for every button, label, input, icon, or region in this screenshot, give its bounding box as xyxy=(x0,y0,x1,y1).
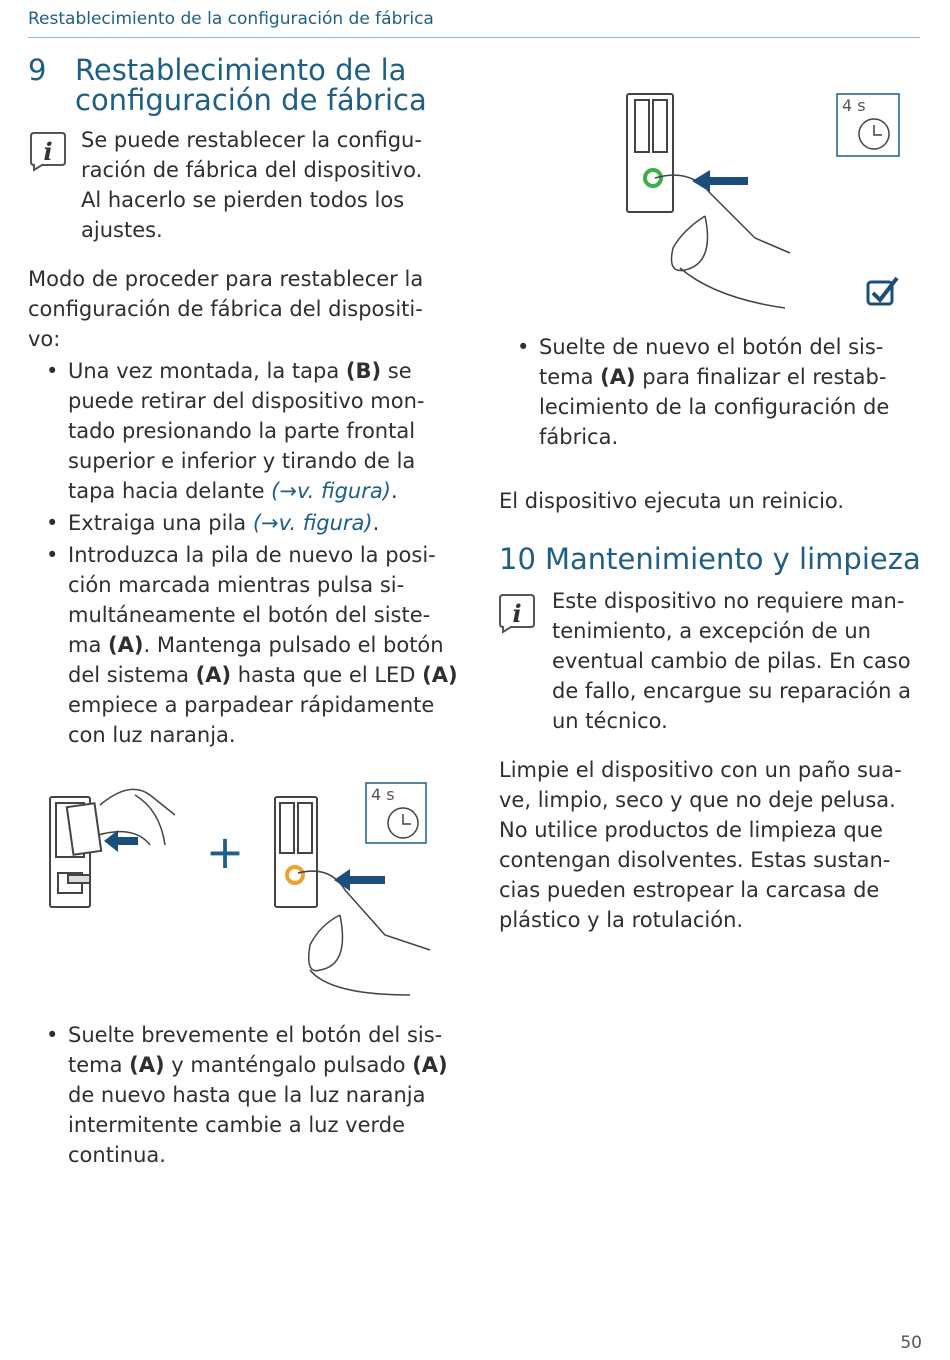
reboot-text: El dispositivo ejecuta un reinicio. xyxy=(499,489,845,513)
svg-text:i: i xyxy=(43,137,53,166)
cleaning-line: plástico y la rotulación. xyxy=(499,908,744,932)
info-note-1 xyxy=(81,125,422,245)
section-9-title-line2: configuración de fábrica xyxy=(75,83,427,117)
arrow-icon xyxy=(692,170,748,192)
timer-box xyxy=(366,783,426,843)
note-line: ración de fábrica del dispositivo. xyxy=(81,158,423,182)
page-number: 50 xyxy=(900,1333,922,1353)
plus-sign: + xyxy=(205,825,245,879)
cleaning-line: contengan disolventes. Estas sustan- xyxy=(499,848,891,872)
intro-line: vo: xyxy=(28,327,61,351)
led-green-indicator xyxy=(645,170,661,186)
battery-illustration xyxy=(67,803,101,854)
arrow-icon xyxy=(334,869,385,891)
note-line: Al hacerlo se pierden todos los xyxy=(81,188,405,212)
steps-list-continued xyxy=(28,1020,468,1172)
svg-text:i: i xyxy=(512,599,522,628)
intro-line: configuración de fábrica del dispositi- xyxy=(28,297,423,321)
info-note-2 xyxy=(552,586,911,736)
figure-green-led xyxy=(615,88,915,313)
steps-list xyxy=(28,356,468,752)
hand-illustration xyxy=(655,175,790,308)
note-line: tenimiento, a excepción de un xyxy=(552,619,871,643)
header-rule xyxy=(28,37,920,38)
note-line: Este dispositivo no requiere man- xyxy=(552,589,905,613)
cleaning-line: cias pueden estropear la carcasa de xyxy=(499,878,880,902)
led-orange-indicator xyxy=(287,867,303,883)
intro-line: Modo de proceder para restablecer la xyxy=(28,267,424,291)
running-header: Restablecimiento de la configuración de fábrica xyxy=(28,9,434,29)
steps-list-right xyxy=(499,332,919,454)
info-icon xyxy=(28,130,68,172)
note-line: de fallo, encargue su reparación a xyxy=(552,679,911,703)
bullet-step-release-button: • Suelte brevemente el botón del sis- tema (A) y manténgalo pulsado (A) de nuevo hasta que la luz naranja intermitente cambie a luz verde continua. xyxy=(28,1020,468,1170)
bullet-step-insert-battery: • Introduzca la pila de nuevo la posi- ción marcada mientras pulsa si- multáneamente el botón del siste- ma (A). Mantenga pulsado el botón del sistema (A) hasta que el LED (A) empiece a parpadear rápidamente con luz naranja. xyxy=(28,540,468,750)
figure-battery-and-button xyxy=(40,775,440,1000)
note-line: Se puede restablecer la configu- xyxy=(81,128,422,152)
figure-reference[interactable]: (→v. figura) xyxy=(271,479,391,503)
timer-label: 4 s xyxy=(371,785,395,804)
section-9-number: 9 xyxy=(28,53,47,87)
intro-paragraph xyxy=(28,264,423,354)
section-9-title-line1: Restablecimiento de la xyxy=(75,53,407,87)
figure-reference[interactable]: (→v. figura) xyxy=(252,511,373,535)
section-9-title xyxy=(75,55,427,115)
section-10-title: Mantenimiento y limpieza xyxy=(545,542,921,576)
check-icon xyxy=(868,278,897,304)
bullet-step-finish-reset: • Suelte de nuevo el botón del sis- tema (A) para finalizar el restab- lecimiento de la configuración de fábrica. xyxy=(499,332,919,452)
cleaning-line: No utilice productos de limpieza que xyxy=(499,818,883,842)
info-icon xyxy=(497,592,537,634)
cleaning-line: Limpie el dispositivo con un paño sua- xyxy=(499,758,902,782)
cleaning-paragraph xyxy=(499,755,902,935)
device-illustration xyxy=(627,94,673,212)
timer-label: 4 s xyxy=(842,96,866,115)
bullet-step-remove-battery: • Extraiga una pila (→v. figura). xyxy=(28,508,468,538)
device-illustration xyxy=(275,797,317,907)
note-line: ajustes. xyxy=(81,218,163,242)
note-line: eventual cambio de pilas. En caso xyxy=(552,649,911,673)
cleaning-line: ve, limpio, seco y que no deje pelusa. xyxy=(499,788,896,812)
timer-box xyxy=(837,94,899,156)
bullet-step-remove-cover: • Una vez montada, la tapa (B) se puede retirar del dispositivo mon- tado presionando la parte frontal superior e inferior y tirando de la tapa hacia delante (→v. figura). xyxy=(28,356,468,506)
section-10-number: 10 xyxy=(499,542,536,576)
note-line: un técnico. xyxy=(552,709,668,733)
